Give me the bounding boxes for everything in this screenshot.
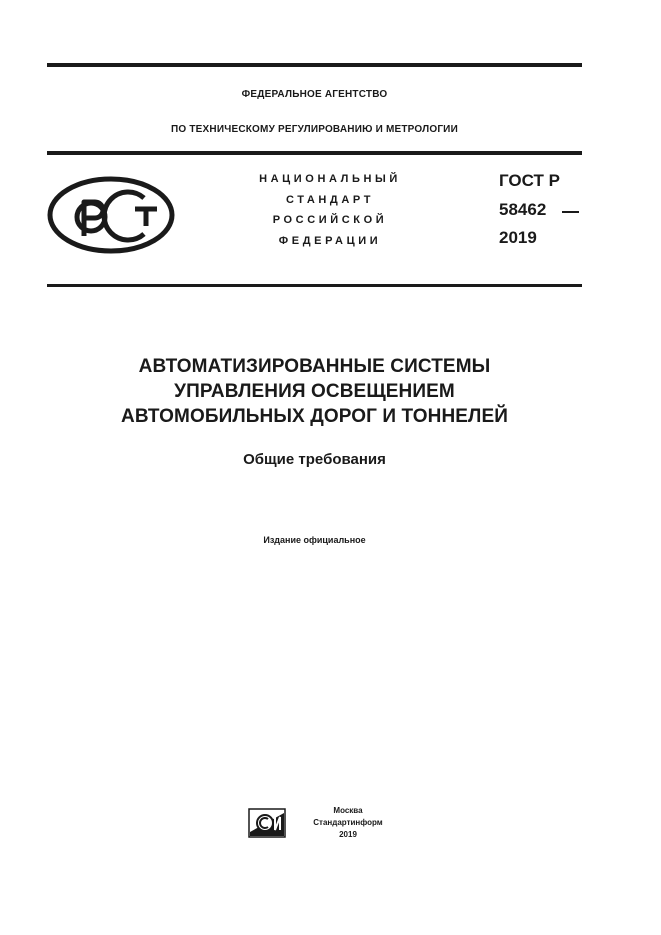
gost-number: 58462 (499, 200, 547, 219)
bottom-rule (47, 284, 582, 287)
agency-line-2: ПО ТЕХНИЧЕСКОМУ РЕГУЛИРОВАНИЮ И МЕТРОЛОГИИ (171, 124, 458, 135)
subtitle: Общие требования (243, 451, 386, 468)
gost-r-certification-mark-icon (47, 176, 175, 254)
title-line-2: УПРАВЛЕНИЯ ОСВЕЩЕНИЕМ (174, 381, 455, 402)
standartinform-logo-icon (248, 808, 286, 838)
standard-type-line-1: НАЦИОНАЛЬНЫЙ (259, 173, 401, 185)
gost-prefix: ГОСТ Р (499, 171, 560, 190)
edition-label: Издание официальное (263, 535, 366, 545)
publisher-name: Стандартинформ (313, 818, 383, 827)
title-line-3: АВТОМОБИЛЬНЫХ ДОРОГ И ТОННЕЛЕЙ (121, 406, 508, 427)
gost-year: 2019 (499, 228, 537, 247)
standard-type-line-3: РОССИЙСКОЙ (272, 214, 388, 226)
top-rule (47, 63, 582, 67)
standard-type-line-4: ФЕДЕРАЦИИ (278, 235, 382, 247)
title-line-1: АВТОМАТИЗИРОВАННЫЕ СИСТЕМЫ (138, 356, 491, 377)
middle-rule (47, 151, 582, 155)
standard-type-line-2: СТАНДАРТ (285, 194, 375, 206)
agency-line-1: ФЕДЕРАЛЬНОЕ АГЕНТСТВО (241, 89, 388, 100)
publisher-city: Москва (333, 806, 363, 815)
gost-dash (562, 211, 579, 213)
publisher-year: 2019 (339, 830, 357, 839)
